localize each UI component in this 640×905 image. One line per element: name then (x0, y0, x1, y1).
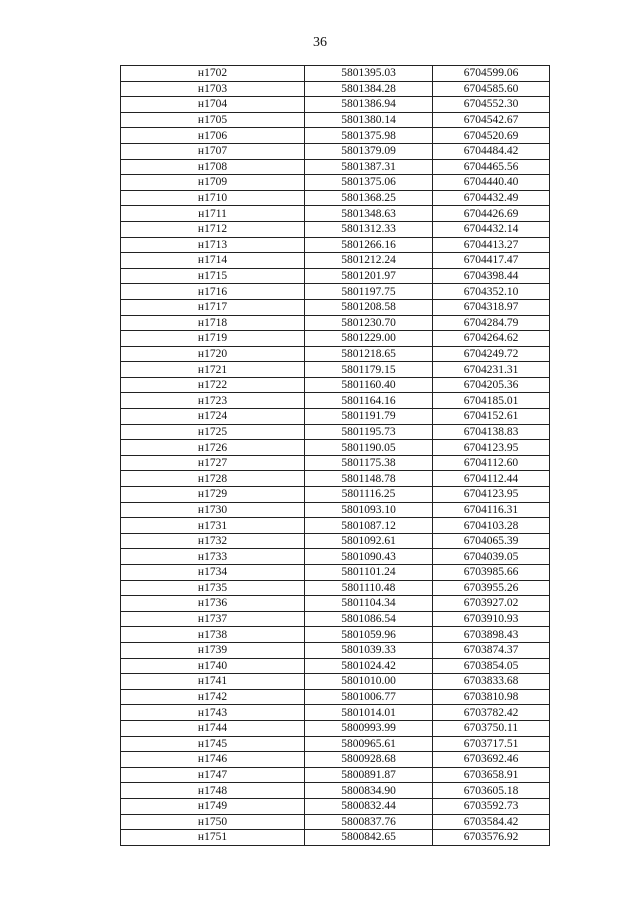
y-coordinate-cell: 6704185.01 (433, 393, 550, 409)
x-coordinate-cell: 5801160.40 (305, 377, 433, 393)
y-coordinate-cell: 6704103.28 (433, 518, 550, 534)
point-id-cell: н1706 (121, 128, 305, 144)
point-id-cell: н1750 (121, 814, 305, 830)
x-coordinate-cell: 5801039.33 (305, 642, 433, 658)
point-id-cell: н1704 (121, 97, 305, 113)
table-row (121, 66, 550, 82)
table-row (121, 752, 550, 768)
table-row (121, 112, 550, 128)
x-coordinate-cell: 5801212.24 (305, 253, 433, 269)
point-id-cell: н1708 (121, 159, 305, 175)
x-coordinate-cell: 5801218.65 (305, 346, 433, 362)
table-row (121, 611, 550, 627)
y-coordinate-cell: 6704205.36 (433, 377, 550, 393)
table-row (121, 783, 550, 799)
point-id-cell: н1709 (121, 175, 305, 191)
x-coordinate-cell: 5801375.06 (305, 175, 433, 191)
x-coordinate-cell: 5801010.00 (305, 674, 433, 690)
table-row (121, 580, 550, 596)
y-coordinate-cell: 6704413.27 (433, 237, 550, 253)
point-id-cell: н1751 (121, 830, 305, 846)
x-coordinate-cell: 5801191.79 (305, 409, 433, 425)
point-id-cell: н1723 (121, 393, 305, 409)
table-row (121, 502, 550, 518)
y-coordinate-cell: 6703692.46 (433, 752, 550, 768)
point-id-cell: н1733 (121, 549, 305, 565)
table-row (121, 268, 550, 284)
x-coordinate-cell: 5801179.15 (305, 362, 433, 378)
x-coordinate-cell: 5801110.48 (305, 580, 433, 596)
point-id-cell: н1710 (121, 190, 305, 206)
point-id-cell: н1717 (121, 299, 305, 315)
table-row (121, 409, 550, 425)
point-id-cell: н1731 (121, 518, 305, 534)
y-coordinate-cell: 6704599.06 (433, 66, 550, 82)
x-coordinate-cell: 5801090.43 (305, 549, 433, 565)
point-id-cell: н1705 (121, 112, 305, 128)
y-coordinate-cell: 6703592.73 (433, 798, 550, 814)
x-coordinate-cell: 5801092.61 (305, 533, 433, 549)
point-id-cell: н1741 (121, 674, 305, 690)
y-coordinate-cell: 6704398.44 (433, 268, 550, 284)
x-coordinate-cell: 5801087.12 (305, 518, 433, 534)
x-coordinate-cell: 5800928.68 (305, 752, 433, 768)
page-number: 36 (313, 35, 327, 50)
point-id-cell: н1747 (121, 767, 305, 783)
y-coordinate-cell: 6703955.26 (433, 580, 550, 596)
point-id-cell: н1707 (121, 143, 305, 159)
point-id-cell: н1738 (121, 627, 305, 643)
table-row (121, 565, 550, 581)
point-id-cell: н1721 (121, 362, 305, 378)
x-coordinate-cell: 5801395.03 (305, 66, 433, 82)
x-coordinate-cell: 5801230.70 (305, 315, 433, 331)
point-id-cell: н1724 (121, 409, 305, 425)
y-coordinate-cell: 6704465.56 (433, 159, 550, 175)
coordinates-table-body (121, 66, 550, 846)
table-row (121, 284, 550, 300)
y-coordinate-cell: 6703658.91 (433, 767, 550, 783)
y-coordinate-cell: 6704520.69 (433, 128, 550, 144)
table-row (121, 830, 550, 846)
y-coordinate-cell: 6704284.79 (433, 315, 550, 331)
table-row (121, 424, 550, 440)
x-coordinate-cell: 5801384.28 (305, 81, 433, 97)
y-coordinate-cell: 6704318.97 (433, 299, 550, 315)
x-coordinate-cell: 5801375.98 (305, 128, 433, 144)
x-coordinate-cell: 5800832.44 (305, 798, 433, 814)
point-id-cell: н1716 (121, 284, 305, 300)
y-coordinate-cell: 6704112.44 (433, 471, 550, 487)
table-row (121, 674, 550, 690)
x-coordinate-cell: 5801368.25 (305, 190, 433, 206)
point-id-cell: н1725 (121, 424, 305, 440)
table-row (121, 393, 550, 409)
y-coordinate-cell: 6704417.47 (433, 253, 550, 269)
y-coordinate-cell: 6703605.18 (433, 783, 550, 799)
y-coordinate-cell: 6704138.83 (433, 424, 550, 440)
y-coordinate-cell: 6703810.98 (433, 689, 550, 705)
table-row (121, 658, 550, 674)
table-row (121, 814, 550, 830)
x-coordinate-cell: 5801101.24 (305, 565, 433, 581)
point-id-cell: н1722 (121, 377, 305, 393)
table-row (121, 689, 550, 705)
x-coordinate-cell: 5801386.94 (305, 97, 433, 113)
x-coordinate-cell: 5801148.78 (305, 471, 433, 487)
table-row (121, 487, 550, 503)
point-id-cell: н1739 (121, 642, 305, 658)
table-row (121, 237, 550, 253)
table-row (121, 362, 550, 378)
y-coordinate-cell: 6703782.42 (433, 705, 550, 721)
table-row (121, 705, 550, 721)
table-row (121, 455, 550, 471)
table-row (121, 190, 550, 206)
point-id-cell: н1703 (121, 81, 305, 97)
y-coordinate-cell: 6703750.11 (433, 720, 550, 736)
point-id-cell: н1719 (121, 331, 305, 347)
table-row (121, 221, 550, 237)
y-coordinate-cell: 6703874.37 (433, 642, 550, 658)
point-id-cell: н1714 (121, 253, 305, 269)
x-coordinate-cell: 5800965.61 (305, 736, 433, 752)
x-coordinate-cell: 5800842.65 (305, 830, 433, 846)
y-coordinate-cell: 6704264.62 (433, 331, 550, 347)
point-id-cell: н1732 (121, 533, 305, 549)
y-coordinate-cell: 6703854.05 (433, 658, 550, 674)
y-coordinate-cell: 6703910.93 (433, 611, 550, 627)
x-coordinate-cell: 5801104.34 (305, 596, 433, 612)
y-coordinate-cell: 6704039.05 (433, 549, 550, 565)
y-coordinate-cell: 6704432.49 (433, 190, 550, 206)
point-id-cell: н1736 (121, 596, 305, 612)
x-coordinate-cell: 5801093.10 (305, 502, 433, 518)
x-coordinate-cell: 5801175.38 (305, 455, 433, 471)
table-row (121, 627, 550, 643)
x-coordinate-cell: 5800837.76 (305, 814, 433, 830)
y-coordinate-cell: 6704249.72 (433, 346, 550, 362)
table-row (121, 81, 550, 97)
y-coordinate-cell: 6704123.95 (433, 487, 550, 503)
table-row (121, 533, 550, 549)
y-coordinate-cell: 6704585.60 (433, 81, 550, 97)
y-coordinate-cell: 6704426.69 (433, 206, 550, 222)
table-row (121, 331, 550, 347)
table-row (121, 642, 550, 658)
point-id-cell: н1711 (121, 206, 305, 222)
point-id-cell: н1730 (121, 502, 305, 518)
table-row (121, 97, 550, 113)
x-coordinate-cell: 5801380.14 (305, 112, 433, 128)
point-id-cell: н1745 (121, 736, 305, 752)
x-coordinate-cell: 5801266.16 (305, 237, 433, 253)
table-row (121, 767, 550, 783)
table-row (121, 596, 550, 612)
point-id-cell: н1737 (121, 611, 305, 627)
point-id-cell: н1728 (121, 471, 305, 487)
table-row (121, 346, 550, 362)
x-coordinate-cell: 5800834.90 (305, 783, 433, 799)
point-id-cell: н1746 (121, 752, 305, 768)
x-coordinate-cell: 5801197.75 (305, 284, 433, 300)
table-row (121, 471, 550, 487)
y-coordinate-cell: 6703927.02 (433, 596, 550, 612)
point-id-cell: н1743 (121, 705, 305, 721)
x-coordinate-cell: 5801014.01 (305, 705, 433, 721)
table-row (121, 798, 550, 814)
point-id-cell: н1712 (121, 221, 305, 237)
x-coordinate-cell: 5801312.33 (305, 221, 433, 237)
y-coordinate-cell: 6704065.39 (433, 533, 550, 549)
point-id-cell: н1735 (121, 580, 305, 596)
x-coordinate-cell: 5801348.63 (305, 206, 433, 222)
table-row (121, 253, 550, 269)
table-row (121, 143, 550, 159)
point-id-cell: н1715 (121, 268, 305, 284)
y-coordinate-cell: 6703985.66 (433, 565, 550, 581)
point-id-cell: н1748 (121, 783, 305, 799)
y-coordinate-cell: 6703584.42 (433, 814, 550, 830)
y-coordinate-cell: 6704484.42 (433, 143, 550, 159)
y-coordinate-cell: 6704112.60 (433, 455, 550, 471)
point-id-cell: н1742 (121, 689, 305, 705)
point-id-cell: н1702 (121, 66, 305, 82)
table-row (121, 518, 550, 534)
y-coordinate-cell: 6703576.92 (433, 830, 550, 846)
y-coordinate-cell: 6704440.40 (433, 175, 550, 191)
y-coordinate-cell: 6704116.31 (433, 502, 550, 518)
y-coordinate-cell: 6704432.14 (433, 221, 550, 237)
point-id-cell: н1734 (121, 565, 305, 581)
table-row (121, 440, 550, 456)
point-id-cell: н1729 (121, 487, 305, 503)
y-coordinate-cell: 6703717.51 (433, 736, 550, 752)
x-coordinate-cell: 5801024.42 (305, 658, 433, 674)
table-row (121, 128, 550, 144)
table-row (121, 206, 550, 222)
point-id-cell: н1749 (121, 798, 305, 814)
x-coordinate-cell: 5801387.31 (305, 159, 433, 175)
table-row (121, 175, 550, 191)
y-coordinate-cell: 6703898.43 (433, 627, 550, 643)
point-id-cell: н1744 (121, 720, 305, 736)
point-id-cell: н1720 (121, 346, 305, 362)
x-coordinate-cell: 5800891.87 (305, 767, 433, 783)
x-coordinate-cell: 5801116.25 (305, 487, 433, 503)
point-id-cell: н1727 (121, 455, 305, 471)
table-row (121, 377, 550, 393)
x-coordinate-cell: 5800993.99 (305, 720, 433, 736)
coordinates-table (120, 65, 550, 846)
y-coordinate-cell: 6704152.61 (433, 409, 550, 425)
x-coordinate-cell: 5801379.09 (305, 143, 433, 159)
y-coordinate-cell: 6704542.67 (433, 112, 550, 128)
x-coordinate-cell: 5801059.96 (305, 627, 433, 643)
point-id-cell: н1713 (121, 237, 305, 253)
table-row (121, 720, 550, 736)
x-coordinate-cell: 5801006.77 (305, 689, 433, 705)
y-coordinate-cell: 6704352.10 (433, 284, 550, 300)
x-coordinate-cell: 5801195.73 (305, 424, 433, 440)
x-coordinate-cell: 5801086.54 (305, 611, 433, 627)
table-row (121, 315, 550, 331)
y-coordinate-cell: 6704552.30 (433, 97, 550, 113)
point-id-cell: н1726 (121, 440, 305, 456)
y-coordinate-cell: 6704231.31 (433, 362, 550, 378)
x-coordinate-cell: 5801208.58 (305, 299, 433, 315)
table-row (121, 549, 550, 565)
table-row (121, 736, 550, 752)
x-coordinate-cell: 5801229.00 (305, 331, 433, 347)
table-row (121, 159, 550, 175)
y-coordinate-cell: 6704123.95 (433, 440, 550, 456)
point-id-cell: н1718 (121, 315, 305, 331)
x-coordinate-cell: 5801164.16 (305, 393, 433, 409)
table-row (121, 299, 550, 315)
x-coordinate-cell: 5801190.05 (305, 440, 433, 456)
point-id-cell: н1740 (121, 658, 305, 674)
y-coordinate-cell: 6703833.68 (433, 674, 550, 690)
x-coordinate-cell: 5801201.97 (305, 268, 433, 284)
